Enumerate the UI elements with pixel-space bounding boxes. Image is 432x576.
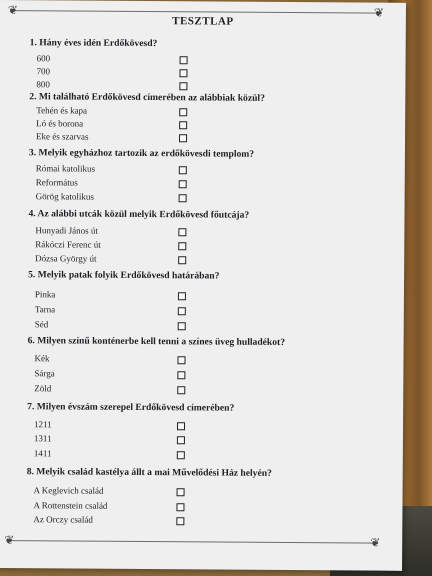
q3-option-3-checkbox[interactable] <box>179 194 187 202</box>
question-2: 2. Mi található Erdőkövesd címerében az alábbiak közül? <box>29 91 265 104</box>
q8-option-2-checkbox[interactable] <box>176 503 184 511</box>
q7-option-2-checkbox[interactable] <box>177 436 185 444</box>
bottom-left-flourish-icon: ❦ <box>4 533 15 548</box>
question-4: 4. Az alábbi utcák közül melyik Erdőkövesd főutcája? <box>28 208 250 221</box>
q1-option-3-checkbox[interactable] <box>179 82 187 90</box>
q8-option-1-label: A Keglevich család <box>33 485 104 496</box>
q4-option-3-checkbox[interactable] <box>178 256 186 264</box>
q5-option-2-checkbox[interactable] <box>178 307 186 315</box>
q3-option-1-label: Római katolikus <box>35 163 96 174</box>
q1-option-3-label: 800 <box>36 79 50 90</box>
question-8: 8. Melyik család kastélya állt a mai Művelődési Ház helyén? <box>26 466 272 479</box>
top-right-flourish-icon: ❦ <box>373 5 385 20</box>
q4-option-3-label: Dózsa György út <box>35 253 97 264</box>
q5-option-3-checkbox[interactable] <box>178 322 186 330</box>
q2-option-3-label: Eke és szarvas <box>36 131 89 142</box>
top-border-line <box>14 10 382 14</box>
q6-option-2-label: Sárga <box>34 368 55 379</box>
q1-option-1-label: 600 <box>36 53 51 64</box>
q5-option-2-label: Tarna <box>34 304 56 315</box>
q7-option-2-label: 1311 <box>33 433 52 444</box>
q3-option-3-label: Görög katolikus <box>35 191 94 202</box>
q1-option-2-label: 700 <box>36 66 51 77</box>
q6-option-3-checkbox[interactable] <box>177 386 185 394</box>
q6-option-1-checkbox[interactable] <box>177 356 185 364</box>
q5-option-3-label: Séd <box>34 319 49 330</box>
bottom-border-line <box>10 540 378 544</box>
question-5: 5. Melyik patak folyik Erdőkövesd határában? <box>28 269 220 282</box>
bottom-right-flourish-icon: ❦ <box>370 535 381 550</box>
q2-option-1-label: Tehén és kapa <box>36 105 88 116</box>
q6-option-3-label: Zöld <box>34 383 52 394</box>
q6-option-2-checkbox[interactable] <box>177 371 185 379</box>
q2-option-2-label: Ló és borona <box>36 118 84 129</box>
q6-option-1-label: Kék <box>34 353 50 364</box>
q2-option-1-checkbox[interactable] <box>179 108 187 116</box>
q3-option-2-checkbox[interactable] <box>179 180 187 188</box>
q5-option-1-label: Pinka <box>34 289 56 300</box>
q7-option-1-label: 1211 <box>34 419 52 430</box>
q5-option-1-checkbox[interactable] <box>178 292 186 300</box>
question-3: 3. Melyik egyházhoz tartozik az erdőkövesdi templom? <box>28 147 255 160</box>
q7-option-3-checkbox[interactable] <box>177 451 185 459</box>
q7-option-3-label: 1411 <box>33 448 52 459</box>
question-7: 7. Milyen évszám szerepel Erdőkövesd címerében? <box>27 401 235 414</box>
q8-option-1-checkbox[interactable] <box>177 488 185 496</box>
question-6: 6. Milyen színű konténerbe kell tenni a színes üveg hulladékot? <box>27 335 286 348</box>
q1-option-1-checkbox[interactable] <box>180 56 188 64</box>
top-left-flourish-icon: ❦ <box>7 3 19 18</box>
question-1: 1. Hány éves idén Erdőkövesd? <box>29 37 158 50</box>
q8-option-3-checkbox[interactable] <box>176 517 184 525</box>
q7-option-1-checkbox[interactable] <box>177 422 185 430</box>
q8-option-3-label: Az Orczy család <box>33 514 93 525</box>
q8-option-2-label: A Rottenstein család <box>33 500 108 511</box>
q4-option-2-checkbox[interactable] <box>178 242 186 250</box>
q4-option-1-label: Hunyadi János út <box>35 225 98 236</box>
q4-option-1-checkbox[interactable] <box>178 228 186 236</box>
q3-option-1-checkbox[interactable] <box>179 166 187 174</box>
page-title: TESZTLAP <box>172 15 234 28</box>
q1-option-2-checkbox[interactable] <box>179 69 187 77</box>
q2-option-2-checkbox[interactable] <box>179 121 187 129</box>
q2-option-3-checkbox[interactable] <box>179 134 187 142</box>
q4-option-2-label: Rákóczi Ferenc út <box>35 239 101 250</box>
q3-option-2-label: Református <box>35 177 78 188</box>
